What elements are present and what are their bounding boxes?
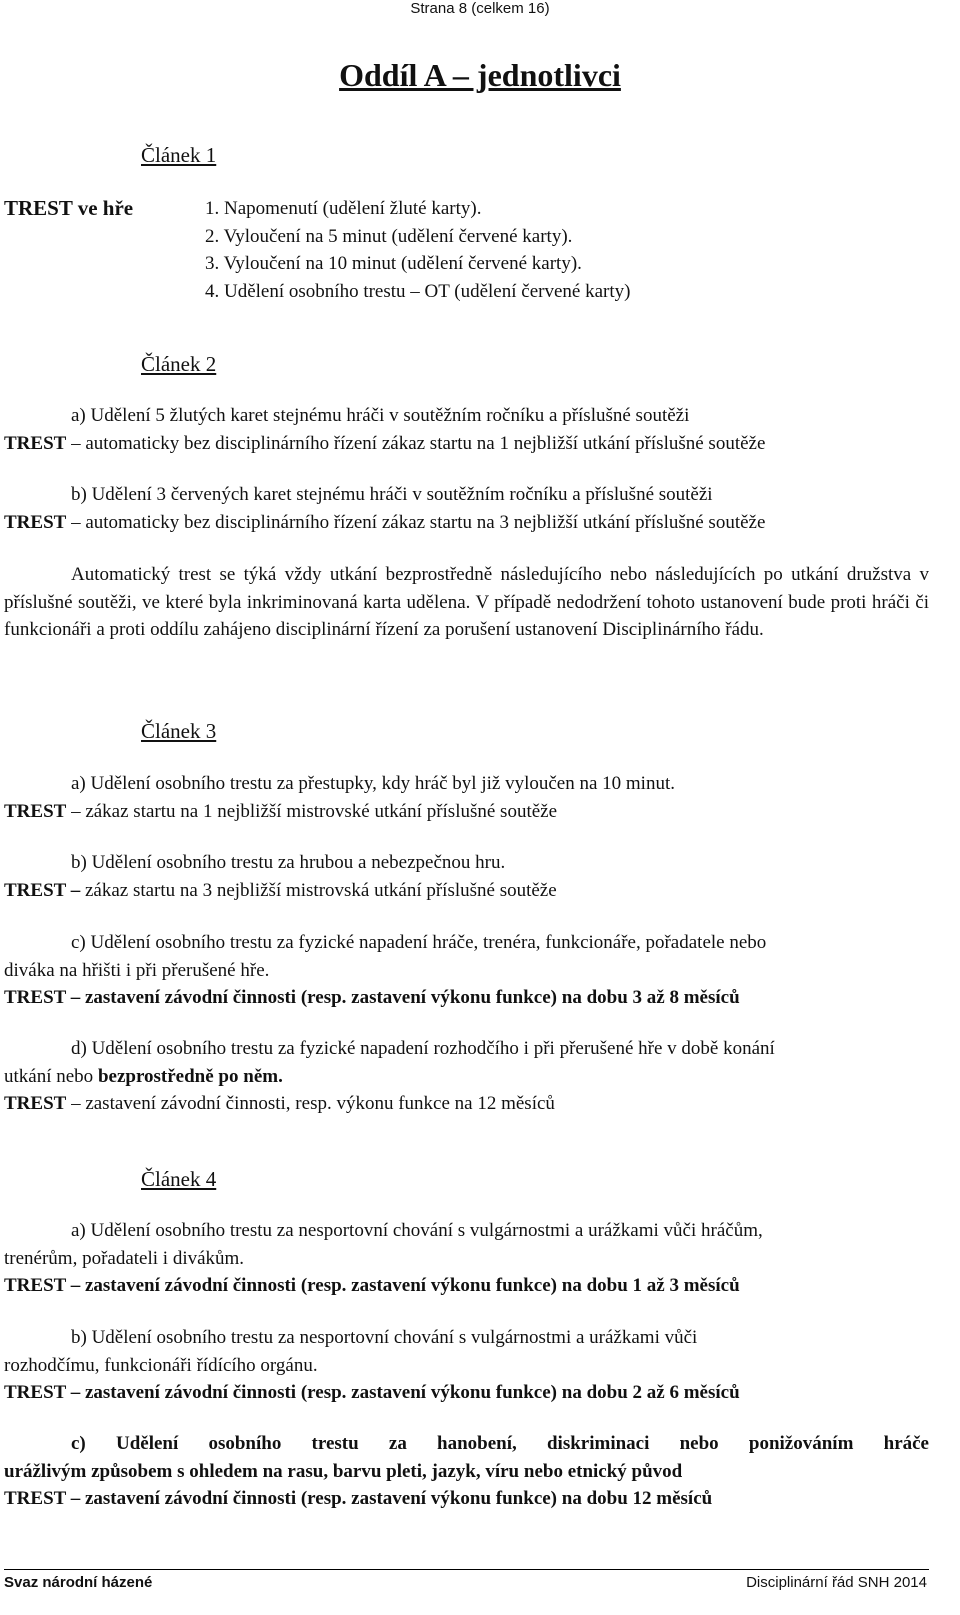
clanek-3-b (4, 849, 929, 904)
clause-text-bold: bezprostředně po něm. (97, 1065, 283, 1087)
penalty-list (205, 195, 630, 305)
clanek-3-a (4, 770, 929, 825)
clause-text: a) Udělení 5 žlutých karet stejnému hráči v soutěžním ročníku a příslušné soutěži (71, 405, 690, 426)
clause-text (4, 1063, 929, 1091)
trest-line: TREST – zastavení závodní činnosti (resp. zastavení výkonu funkce) na dobu 3 až 8 měsíců (4, 987, 740, 1008)
clause-text: a) Udělení osobního trestu za přestupky, kdy hráč byl již vyloučen na 10 minut. (71, 773, 675, 794)
trest-line (4, 509, 929, 537)
section-title: Oddíl A – jednotlivci (339, 57, 621, 93)
trest-label: TREST (4, 432, 67, 454)
trest-text: zákaz startu na 3 nejbližší mistrovská utkání příslušné soutěže (80, 879, 557, 901)
list-item: 3. Vyloučení na 10 minut (udělení červené karty). (205, 253, 582, 274)
clanek-3-heading: Článek 3 (141, 719, 217, 743)
trest-label: TREST (4, 1093, 67, 1114)
trest-text: – zastavení závodní činnosti, resp. výkonu funkce na 12 měsíců (66, 1093, 555, 1114)
clause-text: rozhodčímu, funkcionáři řídícího orgánu. (4, 1354, 318, 1376)
clause-text: d) Udělení osobního trestu za fyzické napadení rozhodčího i při přerušené hře v době konání (71, 1038, 775, 1059)
trest-label: TREST (4, 800, 67, 822)
clanek-4-heading: Článek 4 (141, 1167, 217, 1191)
clanek-1-heading: Článek 1 (141, 143, 217, 167)
list-item: 4. Udělení osobního trestu – OT (udělení červené karty) (205, 280, 631, 302)
clause-text: diváka na hřišti i při přerušené hře. (4, 959, 270, 981)
trest-label: TREST (4, 511, 67, 533)
clanek-2-heading: Článek 2 (141, 352, 217, 376)
footer-organization: Svaz národní házené (4, 1574, 153, 1591)
list-item: 1. Napomenutí (udělení žluté karty). (205, 198, 482, 219)
clanek-2-paragraph: Automatický trest se týká vždy utkání bezprostředně následujícího nebo následujících po utkání družstva v příslušné soutěži, ve které byla inkriminovaná karta udělena. V případě nedodržení tohoto ustanovení bude proti hráči či funkcionáři a proti oddílu zahájeno disciplinární řízení za porušení ustanovení Disciplinárního řádu. (4, 564, 929, 640)
trest-label: TREST (4, 1488, 66, 1509)
list-item: 2. Vyloučení na 5 minut (udělení červené karty). (205, 225, 573, 247)
trest-text: – automaticky bez disciplinárního řízení zákaz startu na 1 nejbližší utkání příslušné soutěže (66, 432, 766, 454)
clause-text: b) Udělení osobního trestu za hrubou a nebezpečnou hru. (71, 852, 506, 873)
clause-text: a) Udělení osobního trestu za nesportovní chování s vulgárnostmi a urážkami vůči hráčům, (71, 1220, 763, 1241)
trest-text: – zastavení závodní činnosti (resp. zastavení výkonu funkce) na dobu 12 měsíců (65, 1488, 713, 1509)
clause-text: urážlivým způsobem s ohledem na rasu, barvu pleti, jazyk, víru nebo etnický původ (4, 1460, 683, 1482)
clause-text: c) Udělení osobního trestu za fyzické napadení hráče, trenéra, funkcionáře, pořadatele nebo (71, 932, 767, 953)
clanek-4-b (4, 1324, 929, 1407)
trest-line: TREST – zastavení závodní činnosti (resp. zastavení výkonu funkce) na dobu 1 až 3 měsíců (4, 1275, 740, 1296)
clanek-2-b (4, 481, 929, 536)
trest-line (4, 877, 929, 905)
clanek-3-d (4, 1035, 929, 1118)
clause-text: b) Udělení osobního trestu za nesportovní chování s vulgárnostmi a urážkami vůči (71, 1327, 698, 1348)
clanek-4-c (4, 1430, 929, 1513)
clause-text: c) Udělení osobního trestu za hanobení, diskriminaci nebo ponižováním hráče (71, 1433, 929, 1454)
trest-line (4, 1090, 929, 1118)
trest-line: TREST – zastavení závodní činnosti (resp. zastavení výkonu funkce) na dobu 2 až 6 měsíců (4, 1382, 740, 1403)
trest-line (4, 1485, 929, 1513)
trest-line (4, 430, 929, 458)
trest-line (4, 798, 929, 826)
footer-divider (4, 1569, 929, 1570)
trest-ve-hre-label: TREST ve hře (4, 196, 134, 220)
trest-label: TREST – (4, 879, 81, 901)
trest-text: – automaticky bez disciplinárního řízení zákaz startu na 3 nejbližší utkání příslušné soutěže (66, 511, 766, 533)
clanek-4-a (4, 1217, 929, 1300)
clause-text: b) Udělení 3 červených karet stejnému hráči v soutěžním ročníku a příslušné soutěži (71, 484, 713, 505)
clause-text-part: utkání nebo (4, 1065, 98, 1087)
clanek-2-a (4, 402, 929, 457)
clause-text: trenérům, pořadateli i divákům. (4, 1247, 245, 1269)
trest-text: – zákaz startu na 1 nejbližší mistrovské utkání příslušné soutěže (66, 800, 558, 822)
page-number-header: Strana 8 (celkem 16) (410, 0, 550, 17)
clanek-3-c (4, 929, 929, 1012)
footer-document-name: Disciplinární řád SNH 2014 (746, 1574, 927, 1591)
